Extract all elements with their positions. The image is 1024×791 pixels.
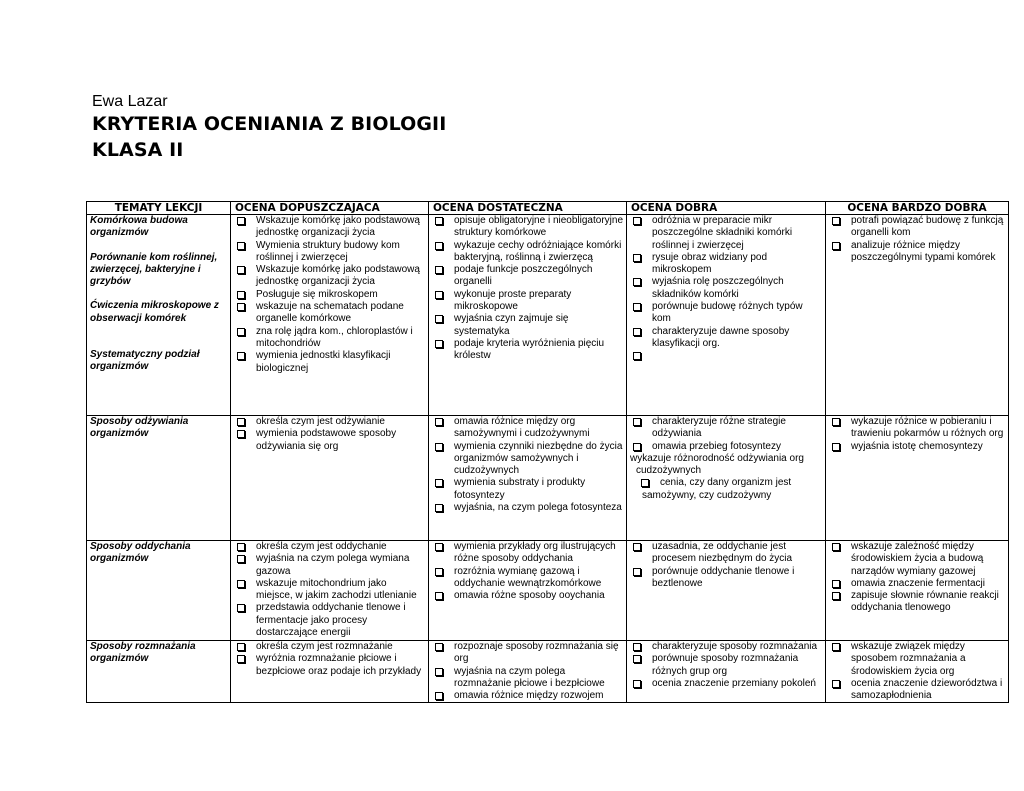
checkbox-icon [633,543,641,551]
table-header-row [87,202,1009,215]
topic-label: Sposoby oddychania organizmów [90,541,191,565]
criterion-text: przedstawia oddychanie tlenowe i fermentacje jako procesy dostarczające energii [256,602,406,639]
checkbox-icon [832,217,840,225]
criterion-item [630,326,822,351]
checkbox-icon [633,418,641,426]
criterion-text: omawia różne sposoby ooychania [454,590,605,602]
dopuszczajaca-cell [231,641,429,703]
criterion-item [234,215,425,240]
criterion-item [234,578,425,603]
topics-cell [87,416,231,541]
checkbox-icon [435,242,443,250]
criterion-text: wymienia czynniki niezbędne do życia organizmów samożywnych i cudzożywnych [454,440,623,477]
checkbox-icon [435,443,443,451]
criterion-item [630,252,822,277]
criterion-item [829,416,1005,441]
criterion-text: zapisuje słownie równanie reakcji oddychania tlenowego [851,590,999,614]
criterion-text: opisuje obligatoryjne i nieobligatoryjne struktury komórkowe [454,215,623,239]
criterion-item [829,215,1005,240]
criterion-item [829,578,1005,590]
criterion-text: wyjaśnia, na czym polega fotosynteza [454,502,622,514]
checkbox-icon [832,242,840,250]
criterion-item [829,541,1005,578]
checkbox-icon [435,592,443,600]
criterion-item [432,264,623,289]
checkbox-icon [435,418,443,426]
criterion-text: charakteryzuje różne strategie odżywiania [652,416,786,440]
checkbox-icon [832,580,840,588]
criterion-item [630,301,822,326]
criterion-item [432,541,623,566]
checkbox-icon [237,655,245,663]
criterion-item [829,590,1005,615]
checkbox-icon [832,643,840,651]
criterion-text: potrafi powiązać budowę z funkcją organelli kom [851,215,1004,239]
document-title: KRYTERIA OCENIANIA Z BIOLOGII [92,113,447,135]
criterion-item [432,502,623,514]
criterion-text: odróżnia w preparacie mikr poszczególne składniki komórki roślinnej i zwierzęcej [652,215,793,251]
criterion-text: określa czym jest rozmnażanie [256,641,393,652]
checkbox-icon [832,418,840,426]
criterion-item [234,541,425,553]
checkbox-icon [237,555,245,563]
criteria-table [86,201,1009,703]
criterion-item [432,566,623,591]
checkbox-icon [237,217,245,225]
checkbox-icon [832,543,840,551]
criterion-item [234,553,425,578]
checkbox-icon [435,340,443,348]
criterion-item [630,350,822,362]
criterion-text: wykonuje proste preparaty mikroskopowe [454,288,572,313]
dopuszczajaca-cell [231,541,429,641]
checkbox-icon [237,430,245,438]
criterion-text: wskazuje na schematach podane organelle komórkowe [256,301,404,325]
checkbox-icon [633,254,641,262]
criterion-text: Wskazuje komórkę jako podstawową jednostkę organizacji życia [256,215,420,239]
criterion-item [630,541,822,566]
criterion-item [234,416,425,428]
criterion-text: wykazuje różnorodność odżywiania org [630,452,804,464]
criterion-text: wymienia substraty i produkty fotosyntezy [454,477,586,501]
checkbox-icon [237,328,245,336]
criterion-text: charakteryzuje sposoby rozmnażania [652,641,818,652]
criterion-item [432,441,623,478]
checkbox-icon [832,592,840,600]
table-row [87,541,1009,641]
column-header-dobra: OCENA DOBRA [627,202,826,215]
bardzo-dobra-cell [826,215,1009,416]
criterion-text: Posługuje się mikroskopem [256,288,378,300]
criterion-item [432,666,623,691]
column-header-dopuszczajaca: OCENA DOPUSZCZAJACA [231,202,429,215]
checkbox-icon [435,543,443,551]
document-header [92,93,446,163]
criterion-text: wyjaśnia rolę poszczególnych składników komórki [652,276,784,300]
criterion-text: porównuje oddychanie tlenowe i beztlenowe [652,565,795,589]
criterion-text: cudzożywnych [636,465,702,477]
criterion-item [432,215,623,240]
criterion-item [234,240,425,265]
checkbox-icon [633,328,641,336]
criterion-text: samożywny, czy cudzożywny [642,489,772,501]
criterion-item [234,641,425,653]
criterion-item [432,289,623,314]
criterion-text: podaje kryteria wyróżnienia pięciu królestw [454,337,605,362]
criterion-text: wymienia podstawowe sposoby odżywiania się org [256,428,397,452]
criterion-text: omawia przebieg fotosyntezy [652,440,781,452]
checkbox-icon [435,692,443,700]
criterion-item [234,350,425,375]
criterion-item [829,240,1005,265]
criterion-item [432,416,623,441]
criterion-text: wyróżnia rozmnażanie płciowe i bezpłciowe oraz podaje ich przykłady [256,653,422,677]
criterion-item [432,590,623,602]
dobra-cell [627,541,826,641]
dostateczna-cell [429,215,627,416]
criterion-text: Wymienia struktury budowy kom roślinnej i zwierzęcej [256,239,400,263]
criterion-item [432,641,623,666]
checkbox-icon [435,291,443,299]
checkbox-icon [237,580,245,588]
criterion-item [630,276,822,301]
checkbox-icon [237,418,245,426]
checkbox-icon [237,352,245,360]
criterion-item [630,416,822,441]
bardzo-dobra-cell [826,541,1009,641]
checkbox-icon [237,291,245,299]
criterion-item [638,477,822,489]
dobra-cell [627,641,826,703]
topics-cell [87,641,231,703]
checkbox-icon [633,217,641,225]
criterion-item [234,653,425,678]
checkbox-icon [435,266,443,274]
checkbox-icon [641,479,649,487]
criterion-item [432,690,623,702]
checkbox-icon [435,643,443,651]
criterion-text: określa czym jest oddychanie [256,541,387,552]
criterion-text: wykazuje cechy odróżniające komórki bakteryjną, roślinną i zwierzęcą [454,239,622,263]
criterion-text: wskazuje związek między sposobem rozmnażania a środowiskiem życia org [851,641,966,677]
criterion-item [234,428,425,453]
criterion-text: rozpoznaje sposoby rozmnażania się org [454,641,619,665]
checkbox-icon [832,680,840,688]
topic-label: Komórkowa budowa organizmów [90,215,188,239]
column-header-bardzo-dobra: OCENA BARDZO DOBRA [826,202,1009,215]
criterion-text: omawia różnice między org samożywnymi i cudzożywnymi [454,416,590,440]
checkbox-icon [435,504,443,512]
topic-label: Ćwiczenia mikroskopowe z obserwacji komórek [90,300,219,324]
criterion-text: Wskazuje komórkę jako podstawową jednostkę organizacji życia [256,264,420,288]
criterion-item [829,641,1005,678]
topics-cell [87,215,231,416]
table-row [87,641,1009,703]
checkbox-icon [633,643,641,651]
criterion-text: wykazuje różnice w pobieraniu i trawieniu pokarmów u różnych org [851,416,1004,440]
topics-cell [87,541,231,641]
checkbox-icon [435,568,443,576]
criterion-item [432,313,623,338]
criterion-text: uzasadnia, ze oddychanie jest procesem niezbędnym do życia [652,541,793,565]
dobra-cell [627,416,826,541]
criterion-text: rysuje obraz widziany pod mikroskopem [652,251,768,276]
criterion-item [234,602,425,639]
checkbox-icon [237,242,245,250]
criterion-text: charakteryzuje dawne sposoby klasyfikacji org. [652,325,790,349]
criterion-text: wyjaśnia na czym polega rozmnażanie płciowe i bezpłciowe [454,665,605,689]
criterion-item [630,653,822,678]
criterion-item [630,566,822,591]
author-name: Ewa Lazar [92,93,168,110]
checkbox-icon [633,443,641,451]
criterion-text: rozróżnia wymianę gazową i oddychanie wewnątrzkomórkowe [454,565,602,589]
criterion-text: wymienia jednostki klasyfikacji biologicznej [256,350,391,374]
criterion-item [630,641,822,653]
criterion-text: analizuje różnice między poszczególnymi typami komórek [851,239,996,263]
criterion-item [432,338,623,363]
criterion-text: porównuje sposoby rozmnażania różnych grup org [652,653,799,677]
checkbox-icon [237,604,245,612]
topic-label: Sposoby odżywiania organizmów [90,416,189,440]
criterion-item [630,678,822,690]
checkbox-icon [237,303,245,311]
dostateczna-cell [429,541,627,641]
column-header-dostateczna: OCENA DOSTATECZNA [429,202,627,215]
topic-label: Systematyczny podział organizmów [90,349,200,373]
bardzo-dobra-cell [826,416,1009,541]
checkbox-icon [237,266,245,274]
topic-label: Sposoby rozmnażania organizmów [90,641,196,665]
criterion-text: cenia, czy dany organizm jest [660,477,792,489]
table-row [87,416,1009,541]
checkbox-icon [832,443,840,451]
criterion-item [630,441,822,453]
criterion-item [432,240,623,265]
checkbox-icon [633,352,641,360]
checkbox-icon [435,217,443,225]
criterion-text: wyjaśnia na czym polega wymiana gazowa [256,553,410,577]
criterion-item [432,477,623,502]
criterion-text: omawia różnice między rozwojem [454,690,604,702]
dobra-cell [627,215,826,416]
checkbox-icon [633,680,641,688]
topic-label: Porównanie kom roślinnej, zwierzęcej, bakteryjne i grzybów [90,251,218,288]
checkbox-icon [633,568,641,576]
criterion-text: omawia znaczenie fermentacji [851,577,985,589]
criterion-text: wyjaśnia czyn zajmuje się systematyka [454,313,569,337]
checkbox-icon [435,479,443,487]
table-row [87,215,1009,416]
criterion-item [234,289,425,301]
criterion-text: ocenia znaczenie przemiany pokoleń [652,677,816,689]
criterion-item [234,326,425,351]
criterion-item [234,301,425,326]
checkbox-icon [435,315,443,323]
criterion-text: zna rolę jądra kom., chloroplastów i mitochondriów [256,325,413,349]
criterion-item [829,441,1005,453]
dostateczna-cell [429,641,627,703]
document-subtitle: KLASA II [92,139,184,161]
criterion-item [829,678,1005,703]
criterion-text: wskazuje zależność między środowiskiem życia a budową narządów wymiany gazowej [851,541,984,577]
criterion-item [630,215,822,252]
criterion-text: wyjaśnia istotę chemosyntezy [851,440,983,452]
criterion-text: porównuje budowę różnych typów kom [652,301,803,325]
criterion-text: wskazuje mitochondrium jako miejsce, w jakim zachodzi utlenianie [256,577,417,602]
checkbox-icon [237,543,245,551]
criterion-text: ocenia znaczenie dzieworództwa i samozapłodnienia [851,677,1003,702]
dostateczna-cell [429,416,627,541]
column-header-topics: TEMATY LEKCJI [87,202,231,215]
checkbox-icon [237,643,245,651]
criterion-text: wymienia przykłady org ilustrujących różne sposoby oddychania [454,541,616,565]
dopuszczajaca-cell [231,215,429,416]
criterion-text: podaje funkcje poszczególnych organelli [454,264,593,288]
checkbox-icon [633,655,641,663]
criterion-item [234,264,425,289]
checkbox-icon [435,668,443,676]
checkbox-icon [633,278,641,286]
criterion-text: określa czym jest odżywianie [256,416,385,427]
checkbox-icon [633,303,641,311]
bardzo-dobra-cell [826,641,1009,703]
dopuszczajaca-cell [231,416,429,541]
